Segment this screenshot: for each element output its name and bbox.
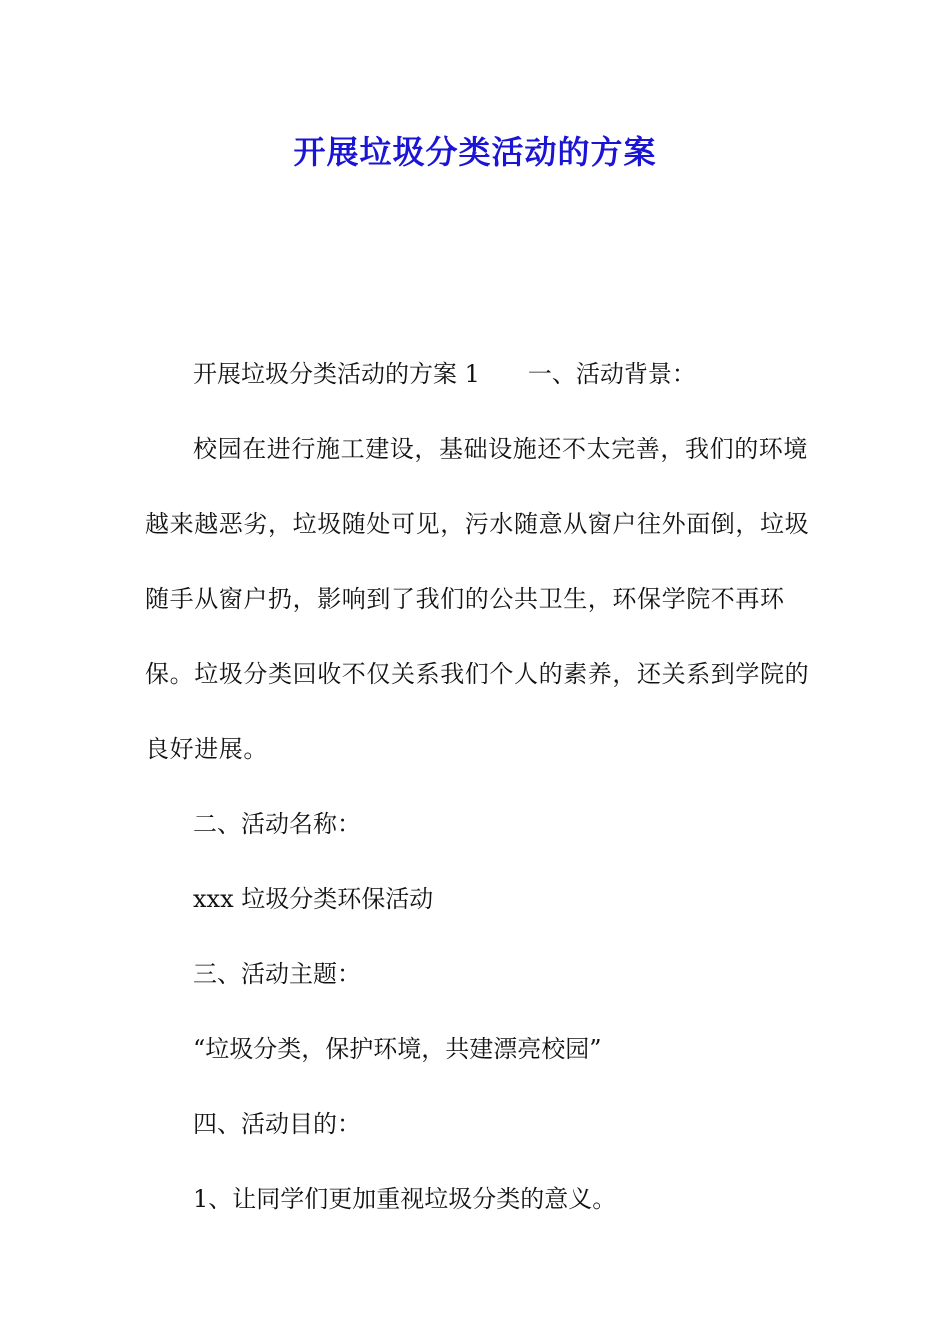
paragraph-activity-theme: “垃圾分类，保护环境，共建漂亮校园” [193,1035,602,1063]
document-title: 开展垃圾分类活动的方案 [293,133,657,171]
heading-activity-name: 二、活动名称： [193,810,361,838]
paragraph-intro: 开展垃圾分类活动的方案 1 一、活动背景： [193,360,696,388]
heading-activity-theme: 三、活动主题： [193,960,361,988]
paragraph-background: 校园在进行施工建设，基础设施还不太完善，我们的环境越来越恶劣，垃圾随处可见，污水随意从窗户往外面倒，垃圾随手从窗户扔，影响到了我们的公共卫生，环保学院不再环保。垃圾分类回收不仅关系我们个人的素养，还关系到学院的良好进展。 [145,435,810,763]
heading-activity-purpose: 四、活动目的： [193,1110,361,1138]
paragraph-activity-name: xxx 垃圾分类环保活动 [193,885,434,913]
document-body [145,337,825,1237]
paragraph-purpose-item-1: 1、让同学们更加重视垃圾分类的意义。 [193,1185,617,1213]
